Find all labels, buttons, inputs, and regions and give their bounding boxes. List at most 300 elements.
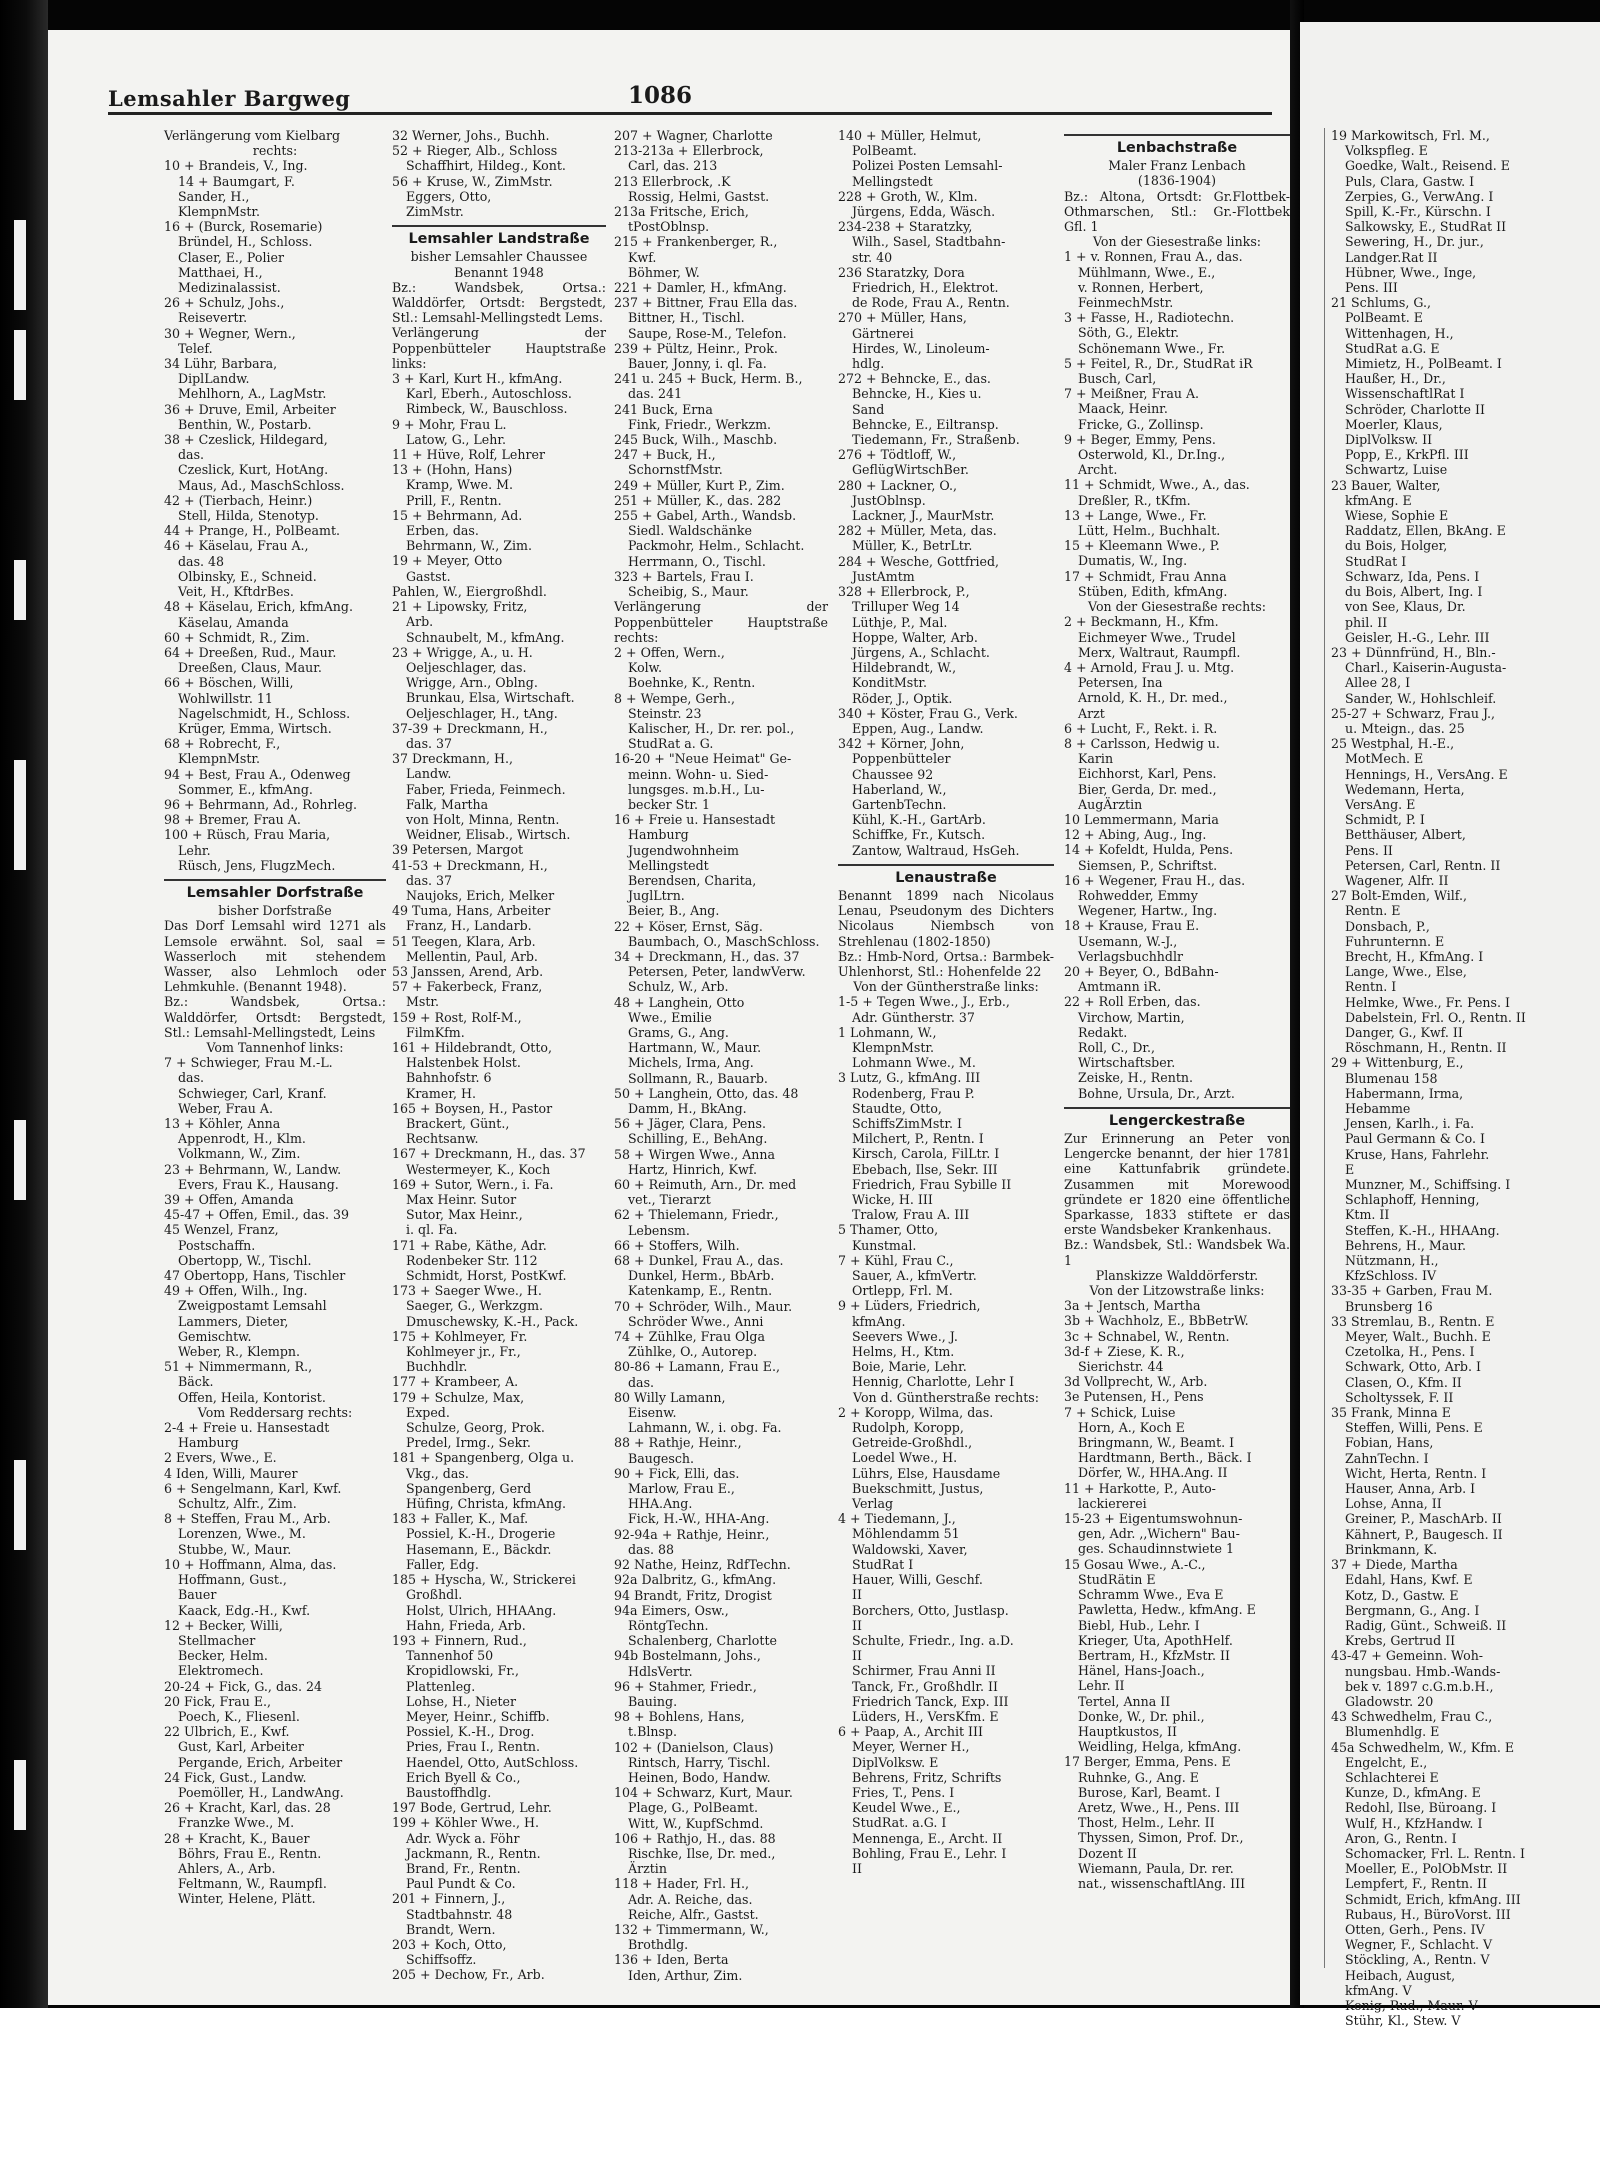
resident-entry: DiplLandw. xyxy=(178,371,250,387)
house-entry: 11 + Schmidt, Wwe., A., das. xyxy=(1064,477,1250,493)
resident-entry: phil. II xyxy=(1345,614,1388,630)
resident-entry: Ahlers, A., Arb. xyxy=(178,1860,276,1876)
resident-entry: Otten, Gerh., Pens. IV xyxy=(1345,1921,1485,1937)
resident-entry: de Rode, Frau A., Rentn. xyxy=(852,295,1010,311)
resident-entry: Heibach, August, xyxy=(1345,1967,1456,1983)
house-entry: 340 + Köster, Frau G., Verk. xyxy=(838,705,1018,721)
resident-entry: Bringmann, W., Beamt. I xyxy=(1078,1435,1235,1451)
resident-entry: Behrens, H., Maur. xyxy=(1345,1237,1467,1253)
resident-entry: Jürgens, Edda, Wäsch. xyxy=(852,204,996,220)
resident-entry: Lammers, Dieter, xyxy=(178,1313,289,1329)
house-entry: 27 Bolt-Emden, Wilf., xyxy=(1331,888,1467,904)
resident-entry: Rimbeck, W., Bauschloss. xyxy=(406,401,568,417)
resident-entry: Röschmann, H., Rentn. II xyxy=(1345,1040,1507,1056)
resident-entry: Horn, A., Koch E xyxy=(1078,1419,1185,1435)
resident-entry: Behncke, E., Eiltransp. xyxy=(852,416,999,432)
resident-entry: Landw. xyxy=(406,766,452,782)
resident-entry: Hebamme xyxy=(1345,1101,1411,1116)
resident-entry: Bertram, H., KfzMstr. II xyxy=(1078,1647,1230,1663)
direction-note: Von der Giesestraße rechts: xyxy=(1088,599,1266,615)
resident-entry: Amtmann iR. xyxy=(1078,979,1162,995)
resident-entry: Damm, H., BkAng. xyxy=(628,1101,747,1116)
resident-entry: Archt. xyxy=(1078,462,1118,478)
house-entry: 88 + Rathje, Heinr., xyxy=(614,1435,742,1451)
resident-entry: Herrmann, O., Tischl. xyxy=(628,553,766,569)
resident-entry: das. xyxy=(178,1070,205,1086)
resident-entry: Usemann, W.-J., xyxy=(1078,933,1178,949)
resident-entry: Fick, H.-W., HHA-Ang. xyxy=(628,1511,770,1527)
resident-entry: Wohlwillstr. 11 xyxy=(178,690,273,706)
house-entry: 1 + v. Ronnen, Frau A., das. xyxy=(1064,249,1243,265)
resident-entry: KlempnMstr. xyxy=(178,204,261,220)
house-entry: 25-27 + Schwarz, Frau J., xyxy=(1331,705,1496,721)
resident-entry: Spill, K.-Fr., Kürschn. I xyxy=(1345,204,1491,220)
resident-entry: Brinkmann, K. xyxy=(1345,1541,1438,1557)
resident-entry: StudRätin E xyxy=(1078,1571,1156,1587)
resident-entry: Bauing. xyxy=(628,1693,678,1709)
house-entry: 3d-f + Ziese, K. R., xyxy=(1064,1343,1185,1359)
house-entry: 90 + Fick, Elli, das. xyxy=(614,1465,740,1481)
resident-entry: Erich Byell & Co., xyxy=(406,1769,521,1785)
house-entry: 2 + Beckmann, H., Kfm. xyxy=(1064,614,1219,630)
resident-entry: hdlg. xyxy=(852,356,885,372)
resident-entry: Dumatis, W., Ing. xyxy=(1078,553,1188,569)
house-entry: 23 + Behrmann, W., Landw. xyxy=(164,1161,342,1177)
resident-entry: Gust, Karl, Arbeiter xyxy=(178,1739,304,1755)
resident-entry: Behrmann, W., Zim. xyxy=(406,538,532,554)
resident-entry: Lührs, Else, Hausdame xyxy=(852,1465,1001,1481)
house-entry: 26 + Kracht, Karl, das. 28 xyxy=(164,1800,331,1816)
house-entry: 56 + Kruse, W., ZimMstr. xyxy=(392,173,553,189)
resident-entry: Hartmann, W., Maur. xyxy=(628,1040,762,1056)
resident-entry: Ärztin xyxy=(628,1861,667,1877)
resident-entry: Müller, K., BetrLtr. xyxy=(852,538,973,554)
resident-entry: meinn. Wohn- u. Sied- xyxy=(628,766,769,782)
resident-entry: Brackert, Günt., xyxy=(406,1116,510,1131)
resident-entry: KlempnMstr. xyxy=(178,751,261,767)
resident-entry: Arb. xyxy=(406,614,434,630)
house-entry: 245 Buck, Wilh., Maschb. xyxy=(614,432,778,448)
resident-entry: Dabelstein, Frl. O., Rentn. II xyxy=(1345,1009,1526,1025)
house-entry: 28 + Kracht, K., Bauer xyxy=(164,1830,310,1846)
resident-entry: Stellmacher xyxy=(178,1632,256,1648)
resident-entry: Blumenau 158 xyxy=(1345,1070,1438,1086)
house-entry: 52 + Rieger, Alb., Schloss xyxy=(392,143,558,159)
resident-entry: Schulte, Friedr., Ing. a.D. xyxy=(852,1632,1014,1648)
resident-entry: Mehlhorn, A., LagMstr. xyxy=(178,386,327,402)
resident-entry: das. 48 xyxy=(178,553,225,569)
resident-entry: Spangenberg, Gerd xyxy=(406,1480,532,1496)
resident-entry: HHA.Ang. xyxy=(628,1496,693,1512)
house-entry: 60 + Reimuth, Arn., Dr. med xyxy=(614,1177,797,1193)
resident-entry: Röder, J., Optik. xyxy=(852,690,953,706)
house-entry: 2-4 + Freie u. Hansestadt xyxy=(164,1420,330,1436)
house-entry: 4 Iden, Willi, Maurer xyxy=(164,1465,298,1481)
resident-entry: bek v. 1897 c.G.m.b.H., xyxy=(1345,1678,1494,1694)
street-description: Bz.: Hmb-Nord, Ortsa.: Barmbek-Uhlenhorst, Stl.: Hohenfelde 22 xyxy=(838,948,1054,979)
resident-entry: Dmuschewsky, K.-H., Pack. xyxy=(406,1313,579,1329)
resident-entry: Schiffsoffz. xyxy=(406,1952,477,1968)
house-entry: 20 + Beyer, O., BdBahn- xyxy=(1064,963,1219,979)
resident-entry: JustAmtm xyxy=(852,568,915,584)
house-entry: 2 + Offen, Wern., xyxy=(614,644,725,660)
house-entry: 270 + Müller, Hans, xyxy=(838,310,967,326)
house-entry: 14 + Kofeldt, Hulda, Pens. xyxy=(1064,842,1234,858)
resident-entry: Friedrich, Frau Sybille II xyxy=(852,1176,1012,1192)
direction-note: Von der Giesestraße links: xyxy=(1092,234,1262,250)
resident-entry: Possiel, K.-H., Drog. xyxy=(406,1724,535,1740)
resident-entry: Mstr. xyxy=(406,994,440,1010)
resident-entry: VersAng. E xyxy=(1345,796,1416,812)
resident-entry: Buchhdlr. xyxy=(406,1359,468,1375)
resident-entry: Volkspfleg. E xyxy=(1345,143,1428,159)
house-entry: 53 Janssen, Arend, Arb. xyxy=(392,963,544,979)
resident-entry: 14 + Baumgart, F. xyxy=(178,173,295,189)
resident-entry: Adr. A. Reiche, das. xyxy=(628,1891,753,1907)
resident-entry: Medizinalassist. xyxy=(178,280,281,296)
resident-entry: StudRat a. G. xyxy=(628,736,714,752)
resident-entry: Sewering, H., Dr. jur., xyxy=(1345,234,1484,250)
resident-entry: Scholtyssek, F. II xyxy=(1345,1389,1454,1405)
resident-entry: Zühlke, O., Autorep. xyxy=(628,1344,758,1360)
resident-entry: Schwieger, Carl, Kranf. xyxy=(178,1085,327,1101)
house-entry: 237 + Bittner, Frau Ella das. xyxy=(614,295,798,311)
house-entry: 323 + Bartels, Frau I. xyxy=(614,568,754,584)
resident-entry: Schröder Wwe., Anni xyxy=(628,1313,764,1329)
resident-entry: Saeger, G., Werkzgm. xyxy=(406,1298,544,1314)
street-section-heading: Lemsahler Landstraße xyxy=(392,225,606,249)
resident-entry: JuglLtrn. xyxy=(628,888,685,904)
house-entry: 241 u. 245 + Buck, Herm. B., xyxy=(614,371,803,387)
resident-entry: Kirsch, Carola, FilLtr. I xyxy=(852,1146,1000,1162)
house-entry: 35 Frank, Minna E xyxy=(1331,1405,1451,1421)
house-entry: 17 Berger, Emma, Pens. E xyxy=(1064,1754,1231,1770)
resident-entry: nat., wissenschaftlAng. III xyxy=(1078,1875,1246,1891)
resident-entry: Allee 28, I xyxy=(1345,675,1411,691)
resident-entry: Paul Germann & Co. I xyxy=(1345,1131,1485,1147)
house-entry: 26 + Schulz, Johs., xyxy=(164,295,285,311)
resident-entry: Behncke, H., Kies u. xyxy=(852,386,982,402)
resident-entry: Söth, G., Elektr. xyxy=(1078,325,1180,341)
house-entry: 2 + Koropp, Wilma, das. xyxy=(838,1404,994,1420)
house-entry: 20 Fick, Frau E., xyxy=(164,1693,272,1709)
house-entry: 5 Thamer, Otto, xyxy=(838,1222,939,1238)
resident-entry: Hardtmann, Berth., Bäck. I xyxy=(1078,1450,1252,1466)
house-entry: 106 + Rathjo, H., das. 88 xyxy=(614,1830,776,1846)
text-column-2 xyxy=(392,128,606,1983)
resident-entry: Kunstmal. xyxy=(852,1237,917,1253)
resident-entry: Bohne, Ursula, Dr., Arzt. xyxy=(1078,1085,1235,1101)
resident-entry: ges. Schaudinnstwiete 1 xyxy=(1078,1541,1235,1557)
resident-entry: Steffen, Willi, Pens. E xyxy=(1345,1420,1483,1436)
house-entry: 6 + Lucht, F., Rekt. i. R. xyxy=(1064,720,1218,736)
resident-entry: Moeller, E., PolObMstr. II xyxy=(1345,1861,1508,1877)
resident-entry: StudRat a.G. E xyxy=(1345,340,1440,356)
resident-entry: Lüthje, P., Mal. xyxy=(852,614,948,630)
house-entry: 2 Evers, Wwe., E. xyxy=(164,1450,277,1466)
house-entry: 7 + Kühl, Frau C., xyxy=(838,1252,954,1268)
resident-entry: Blumenhdlg. E xyxy=(1345,1724,1440,1740)
resident-entry: Steinstr. 23 xyxy=(628,705,702,721)
resident-entry: Bier, Gerda, Dr. med., xyxy=(1078,781,1217,797)
resident-entry: Käselau, Amanda xyxy=(178,614,289,630)
resident-entry: Baumbach, O., MaschSchloss. xyxy=(628,933,820,949)
direction-note: Vom Tannenhof links: xyxy=(206,1039,344,1055)
house-entry: 9 + Lüders, Friedrich, xyxy=(838,1298,981,1314)
resident-entry: Hänel, Hans-Joach., xyxy=(1078,1663,1205,1679)
resident-entry: Ruhnke, G., Ang. E xyxy=(1078,1769,1199,1785)
resident-entry: Wiese, Sophie E xyxy=(1345,508,1449,524)
resident-entry: KlempnMstr. xyxy=(852,1039,935,1055)
resident-entry: Winter, Helene, Plätt. xyxy=(178,1891,316,1907)
resident-entry: Geisler, H.-G., Lehr. III xyxy=(1345,629,1490,645)
resident-entry: Zantow, Waltraud, HsGeh. xyxy=(852,842,1020,858)
resident-entry: becker Str. 1 xyxy=(628,796,711,812)
resident-entry: Wicht, Herta, Rentn. I xyxy=(1345,1465,1487,1481)
house-entry: 44 + Prange, H., PolBeamt. xyxy=(164,523,341,539)
resident-entry: Appenrodt, H., Klm. xyxy=(178,1131,306,1147)
resident-entry: Czeslick, Kurt, HotAng. xyxy=(178,462,329,478)
resident-entry: Thost, Helm., Lehr. II xyxy=(1078,1815,1215,1831)
resident-entry: Konig, Rud., Maur. V xyxy=(1345,1997,1478,2013)
resident-entry: Saupe, Rose-M., Telefon. xyxy=(628,325,787,341)
resident-entry: Hübner, Wwe., Inge, xyxy=(1345,264,1477,280)
resident-entry: Sollmann, R., Bauarb. xyxy=(628,1070,768,1086)
resident-entry: Weidling, Helga, kfmAng. xyxy=(1078,1739,1242,1755)
resident-entry: Katenkamp, E., Rentn. xyxy=(628,1283,773,1299)
house-entry: 18 + Krause, Frau E. xyxy=(1064,918,1200,934)
resident-entry: Lebensm. xyxy=(628,1222,690,1238)
house-entry: 70 + Schröder, Wilh., Maur. xyxy=(614,1298,793,1314)
house-entry: 51 Teegen, Klara, Arb. xyxy=(392,933,536,949)
resident-entry: Friedrich, H., Elektrot. xyxy=(852,280,999,296)
house-entry: 94a Eimers, Osw., xyxy=(614,1602,729,1618)
house-entry: 23 Bauer, Walter, xyxy=(1331,477,1441,493)
resident-entry: E xyxy=(1345,1161,1355,1177)
resident-entry: Packmohr, Helm., Schlacht. xyxy=(628,538,805,554)
house-entry: 21 Schlums, G., xyxy=(1331,295,1431,311)
resident-entry: Reisevertr. xyxy=(178,310,248,326)
resident-entry: DiplVolksw. E xyxy=(852,1754,939,1770)
resident-entry: PolBeamt. xyxy=(852,143,917,159)
house-entry: 136 + Iden, Berta xyxy=(614,1952,729,1968)
house-entry: 104 + Schwarz, Kurt, Maur. xyxy=(614,1785,793,1801)
house-entry: 255 + Gabel, Arth., Wandsb. xyxy=(614,508,797,524)
house-entry: 11 + Hüve, Rolf, Lehrer xyxy=(392,447,545,463)
resident-entry: Kalischer, H., Dr. rer. pol., xyxy=(628,720,795,736)
resident-entry: Clasen, O., Kfm. II xyxy=(1345,1374,1462,1390)
resident-entry: Adr. Güntherstr. 37 xyxy=(852,1009,975,1025)
house-entry: 3 Lutz, G., kfmAng. III xyxy=(838,1070,981,1086)
house-entry: 3b + Wachholz, E., BbBetrW. xyxy=(1064,1313,1249,1329)
resident-entry: Jugendwohnheim xyxy=(628,842,739,858)
resident-entry: Lahmann, W., i. obg. Fa. xyxy=(628,1420,782,1436)
house-entry: 6 + Paap, A., Archit III xyxy=(838,1724,983,1740)
house-entry: 193 + Finnern, Rud., xyxy=(392,1632,527,1648)
resident-entry: tPostOblnsp. xyxy=(628,219,710,235)
house-entry: 280 + Lackner, O., xyxy=(838,477,957,493)
house-entry: 80 Willy Lamann, xyxy=(614,1389,726,1405)
resident-entry: Böhrs, Frau E., Rentn. xyxy=(178,1845,322,1861)
house-entry: 171 + Rabe, Käthe, Adr. xyxy=(392,1237,547,1253)
resident-entry: Lohse, Anna, II xyxy=(1345,1496,1442,1512)
resident-entry: KfzSchloss. IV xyxy=(1345,1268,1437,1284)
resident-entry: Maack, Heinr. xyxy=(1078,401,1168,417)
house-entry: 179 + Schulze, Max, xyxy=(392,1389,525,1405)
house-entry: 66 + Stoffers, Wilh. xyxy=(614,1237,740,1253)
resident-entry: Faller, Edg. xyxy=(406,1556,479,1572)
house-entry: 37 Dreckmann, H., xyxy=(392,751,513,767)
resident-entry: Sand xyxy=(852,401,885,417)
resident-entry: Meyer, Walt., Buchh. E xyxy=(1345,1329,1491,1345)
resident-entry: Meyer, Heinr., Schiffb. xyxy=(406,1708,550,1724)
street-section-heading: Lenbachstraße xyxy=(1064,134,1290,158)
house-entry: 167 + Dreckmann, H., das. 37 xyxy=(392,1146,586,1162)
house-entry: 68 + Robrecht, F., xyxy=(164,736,281,752)
resident-entry: Hauer, Willi, Geschf. xyxy=(852,1572,983,1588)
house-entry: 6 + Sengelmann, Karl, Kwf. xyxy=(164,1480,342,1496)
resident-entry: Burose, Karl, Beamt. I xyxy=(1078,1784,1221,1800)
resident-entry: Eisenw. xyxy=(628,1405,677,1421)
house-entry: 11 + Harkotte, P., Auto- xyxy=(1064,1480,1216,1496)
resident-entry: Matthaei, H., xyxy=(178,264,263,280)
resident-entry: Claser, E., Polier xyxy=(178,249,285,265)
page-header xyxy=(108,82,1272,116)
resident-entry: Michels, Irma, Ang. xyxy=(628,1055,754,1071)
resident-entry: Verlagsbuchhdlr xyxy=(1078,948,1184,964)
resident-entry: Feltmann, W., Raumpfl. xyxy=(178,1876,327,1892)
house-entry: 4 + Tiedemann, J., xyxy=(838,1511,956,1527)
resident-entry: Hamburg xyxy=(628,827,689,843)
resident-entry: Biebl, Hub., Lehr. I xyxy=(1078,1617,1200,1633)
resident-entry: Staudte, Otto, xyxy=(852,1100,942,1116)
resident-entry: vet., Tierarzt xyxy=(628,1192,711,1208)
resident-entry: Nagelschmidt, H., Schloss. xyxy=(178,705,351,721)
resident-entry: Friedrich Tanck, Exp. III xyxy=(852,1693,1009,1709)
resident-entry: Lüders, H., VersKfm. E xyxy=(852,1708,999,1724)
direction-note: bisher Dorfstraße xyxy=(218,903,332,919)
resident-entry: Loedel Wwe., H. xyxy=(852,1450,958,1466)
text-column-6 xyxy=(1331,128,1593,2029)
house-entry: 213-213a + Ellerbrock, xyxy=(614,143,764,159)
resident-entry: FeinmechMstr. xyxy=(1078,295,1174,311)
resident-entry: Iden, Arthur, Zim. xyxy=(628,1967,743,1983)
resident-entry: Stell, Hilda, Stenotyp. xyxy=(178,508,319,524)
resident-entry: Schalenberg, Charlotte xyxy=(628,1633,777,1649)
resident-entry: Ebebach, Ilse, Sekr. III xyxy=(852,1161,998,1177)
house-entry: 74 + Zühlke, Frau Olga xyxy=(614,1329,765,1345)
house-entry: 13 + (Hohn, Hans) xyxy=(392,462,513,478)
resident-entry: Busch, Carl, xyxy=(1078,371,1157,387)
resident-entry: Helms, H., Ktm. xyxy=(852,1344,955,1360)
house-entry: 1 Lohmann, W., xyxy=(838,1024,937,1040)
house-entry: 173 + Saeger Wwe., H. xyxy=(392,1283,542,1299)
resident-entry: Jensen, Karlh., i. Fa. xyxy=(1345,1116,1475,1132)
house-entry: 98 + Bohlens, Hans, xyxy=(614,1709,745,1725)
text-column-1 xyxy=(164,128,386,1968)
house-entry: 22 Ulbrich, E., Kwf. xyxy=(164,1724,290,1740)
resident-entry: Westermeyer, K., Koch xyxy=(406,1161,551,1177)
resident-entry: Kwf. xyxy=(628,249,657,265)
resident-entry: t.Blnsp. xyxy=(628,1724,677,1740)
resident-entry: PolBeamt. E xyxy=(1345,310,1423,326)
house-entry: 3a + Jentsch, Martha xyxy=(1064,1298,1201,1314)
house-entry: 46 + Käselau, Frau A., xyxy=(164,538,309,554)
resident-entry: Donke, W., Dr. phil., xyxy=(1078,1708,1205,1724)
resident-entry: kfmAng. xyxy=(852,1313,906,1329)
resident-entry: Fricke, G., Zollinsp. xyxy=(1078,416,1204,432)
resident-entry: Rintsch, Harry, Tischl. xyxy=(628,1754,771,1770)
resident-entry: lungsges. m.b.H., Lu- xyxy=(628,781,765,797)
resident-entry: Rüsch, Jens, FlugzMech. xyxy=(178,857,336,873)
house-entry: 215 + Frankenberger, R., xyxy=(614,234,778,250)
direction-note: Vom Reddersarg rechts: xyxy=(197,1404,353,1420)
resident-entry: WissenschaftlRat I xyxy=(1345,386,1465,402)
direction-note: Maler Franz Lenbach xyxy=(1108,158,1246,174)
resident-entry: Hasemann, E., Bäckdr. xyxy=(406,1541,552,1557)
house-entry: 234-238 + Staratzky, xyxy=(838,219,973,235)
street-section-heading: Lenaustraße xyxy=(838,864,1054,888)
resident-entry: Lütt, Helm., Buchhalt. xyxy=(1078,523,1221,539)
resident-entry: Beier, B., Ang. xyxy=(628,903,720,919)
resident-entry: Jürgens, A., Schlacht. xyxy=(852,644,990,660)
resident-entry: Popp, E., KrkPfl. III xyxy=(1345,447,1469,463)
resident-entry: Fuhrunternn. E xyxy=(1345,933,1445,949)
resident-entry: Plattenleg. xyxy=(406,1678,476,1694)
house-entry: 13 + Lange, Wwe., Fr. xyxy=(1064,507,1207,523)
resident-entry: Zerpies, G., VerwAng. I xyxy=(1345,188,1494,204)
street-description: Verlängerung der Poppenbütteler Hauptstraße links: xyxy=(392,325,606,371)
resident-entry: RöntgTechn. xyxy=(628,1617,709,1633)
resident-entry: Marlow, Frau E., xyxy=(628,1481,735,1497)
resident-entry: Landger.Rat II xyxy=(1345,249,1438,265)
house-entry: 16 + Wegener, Frau H., das. xyxy=(1064,872,1246,888)
resident-entry: Karin xyxy=(1078,751,1114,767)
text-column-3 xyxy=(614,128,828,1983)
house-entry: 92a Dalbritz, G., kfmAng. xyxy=(614,1572,777,1588)
resident-entry: Danger, G., Kwf. II xyxy=(1345,1024,1463,1040)
house-entry: 5 + Feitel, R., Dr., StudRat iR xyxy=(1064,355,1253,371)
resident-entry: Brecht, H., KfmAng. I xyxy=(1345,948,1484,964)
street-description: Bz.: Wandsbek, Stl.: Wandsbek Wa. 1 xyxy=(1064,1237,1290,1268)
resident-entry: von Holt, Minna, Rentn. xyxy=(406,811,560,827)
resident-entry: Virchow, Martin, xyxy=(1078,1009,1185,1025)
house-entry: 42 + (Tierbach, Heinr.) xyxy=(164,492,313,508)
house-entry: 7 + Schwieger, Frau M.-L. xyxy=(164,1055,333,1071)
resident-entry: Schaffhirt, Hildeg., Kont. xyxy=(406,158,566,174)
resident-entry: Grams, G., Ang. xyxy=(628,1024,729,1040)
resident-entry: Arzt xyxy=(1078,705,1105,721)
resident-entry: Obertopp, W., Tischl. xyxy=(178,1252,312,1268)
resident-entry: Paul Pundt & Co. xyxy=(406,1876,516,1892)
house-entry: 10 + Hoffmann, Alma, das. xyxy=(164,1556,337,1572)
resident-entry: Schnaubelt, M., kfmAng. xyxy=(406,629,565,645)
resident-entry: Getreide-Großhdl., xyxy=(852,1435,973,1451)
resident-entry: Max Heinr. Sutor xyxy=(406,1192,517,1208)
resident-entry: Lorenzen, Wwe., M. xyxy=(178,1526,306,1542)
resident-entry: Waldowski, Xaver, xyxy=(852,1541,968,1557)
resident-entry: Petersen, Peter, landwVerw. xyxy=(628,964,806,980)
resident-entry: das. xyxy=(178,447,205,463)
text-column-4 xyxy=(838,128,1054,1968)
resident-entry: Petersen, Carl, Rentn. II xyxy=(1345,857,1501,873)
resident-entry: Erben, das. xyxy=(406,523,479,539)
resident-entry: Mühlmann, Wwe., E., xyxy=(1078,264,1216,280)
house-entry: 66 + Böschen, Willi, xyxy=(164,675,294,691)
house-entry: 29 + Wittenburg, E., xyxy=(1331,1055,1464,1071)
text-column-5 xyxy=(1064,128,1290,1968)
house-entry: 96 + Behrmann, Ad., Rohrleg. xyxy=(164,796,358,812)
